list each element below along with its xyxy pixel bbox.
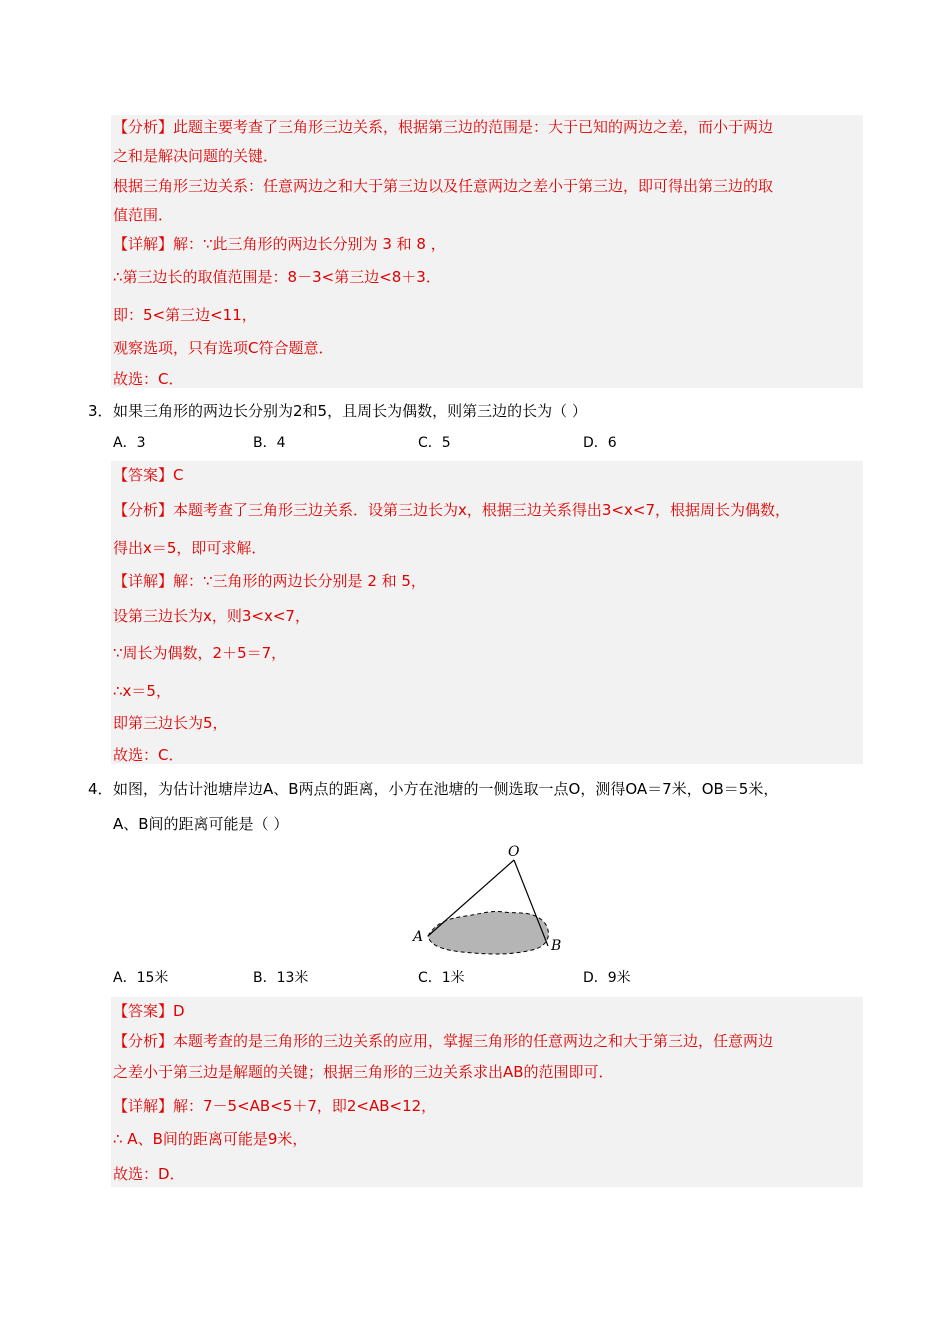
q4-option-a: A．15米 — [113, 970, 169, 986]
q3-detail-line-5: 即第三边长为5， — [113, 714, 228, 732]
q3-option-b: B．4 — [253, 435, 286, 451]
q3-detail-line-2: 设第三边长为x，则3<x<7， — [113, 607, 310, 625]
q4-detail-line-1: 【详解】解：7－5<AB<5＋7，即2<AB<12， — [113, 1097, 437, 1115]
q4-detail-line-2: ∴ A、B间的距离可能是9米， — [113, 1130, 308, 1148]
question-4-stem-line-1: 如图，为估计池塘岸边A、B两点的距离，小方在池塘的一侧选取一点O，测得OA＝7米，OB＝5米， — [113, 780, 779, 798]
q4-answer: 【答案】D — [113, 1002, 185, 1020]
q3-detail-line-6: 故选：C． — [113, 746, 184, 764]
q4-analysis-line-2: 之差小于第三边是解题的关键；根据三角形的三边关系求出AB的范围即可． — [113, 1063, 614, 1081]
analysis-line-4: 值范围． — [113, 206, 174, 224]
q3-analysis-line-2: 得出x＝5，即可求解． — [113, 539, 267, 557]
q3-detail-line-1: 【详解】解：∵三角形的两边长分别是 2 和 5， — [113, 572, 426, 590]
q4-detail-line-3: 故选：D． — [113, 1165, 185, 1183]
q3-answer: 【答案】C — [113, 466, 184, 484]
label-a: A — [413, 929, 424, 945]
pond-shape — [428, 911, 548, 954]
solution-block-q4 — [111, 997, 863, 1187]
detail-line-2: ∴第三边长的取值范围是：8－3<第三边<8＋3． — [113, 268, 441, 286]
q3-option-d: D．6 — [583, 435, 617, 451]
q4-option-c: C．1米 — [418, 970, 465, 986]
q3-option-c: C．5 — [418, 435, 451, 451]
q4-analysis-line-1: 【分析】本题考查的是三角形的三边关系的应用，掌握三角形的任意两边之和大于第三边，任意两边 — [113, 1032, 774, 1050]
analysis-line-2: 之和是解决问题的关键． — [113, 147, 279, 165]
q4-option-d: D．9米 — [583, 970, 631, 986]
question-3-stem: 如果三角形的两边长分别为2和5，且周长为偶数，则第三边的长为（ ） — [113, 402, 587, 420]
q4-option-b: B．13米 — [253, 970, 309, 986]
q3-detail-line-4: ∴x＝5， — [113, 682, 171, 700]
pond-triangle-figure — [400, 838, 580, 963]
detail-line-3: 即：5<第三边<11， — [113, 306, 257, 324]
q3-option-a: A．3 — [113, 435, 146, 451]
q3-detail-line-3: ∵周长为偶数，2＋5＝7， — [113, 644, 287, 662]
detail-line-1: 【详解】解：∵此三角形的两边长分别为 3 和 8 ， — [113, 235, 446, 253]
detail-line-4: 观察选项，只有选项C符合题意． — [113, 339, 334, 357]
question-4-stem-line-2: A、B间的距离可能是（ ） — [113, 815, 289, 833]
q3-analysis-line-1: 【分析】本题考查了三角形三边关系．设第三边长为x，根据三边关系得出3<x<7，根据周长为偶数， — [113, 501, 790, 519]
analysis-line-3: 根据三角形三边关系：任意两边之和大于第三边以及任意两边之差小于第三边，即可得出第三边的取 — [113, 177, 774, 195]
question-number-3: 3． — [88, 402, 113, 420]
detail-line-5: 故选：C． — [113, 370, 184, 388]
label-b: B — [551, 938, 562, 954]
question-number-4: 4． — [88, 780, 113, 798]
analysis-line-1: 【分析】此题主要考查了三角形三边关系，根据第三边的范围是：大于已知的两边之差，而小于两边 — [113, 118, 774, 136]
label-o: O — [508, 844, 520, 860]
